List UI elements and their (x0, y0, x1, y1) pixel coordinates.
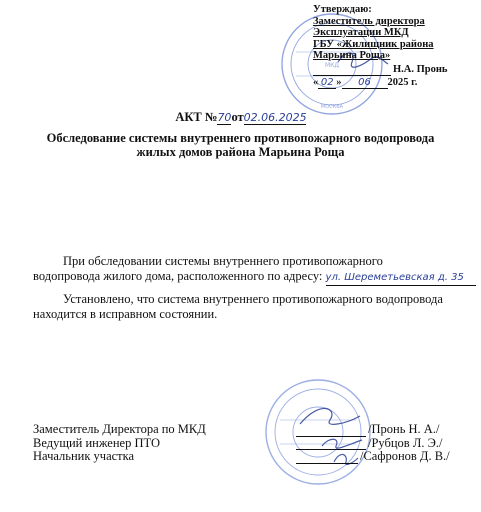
act-subject-line-2: жилых домов района Марьина Роща (136, 145, 345, 159)
approval-date (313, 77, 417, 89)
inspection-paragraph (33, 254, 473, 286)
signer-role-1: Заместитель Директора по МКД (33, 422, 206, 436)
act-title (0, 110, 481, 125)
approval-heading: Утверждаю: (313, 4, 372, 15)
approval-position-3: ГБУ «Жилищник района (313, 38, 434, 50)
approval-sign-line (313, 75, 391, 76)
svg-text:МОСКВА: МОСКВА (320, 104, 344, 110)
date-day: 02 (318, 77, 336, 89)
date-year: 2025 г. (387, 77, 418, 88)
inspection-paragraph-text: водопровода жилого дома, расположенного по адресу: (33, 268, 323, 283)
signer-names (360, 423, 450, 464)
approval-signer-name: Н.А. Пронь (393, 64, 448, 75)
approval-sign-row (313, 64, 473, 76)
approval-block (313, 4, 473, 62)
bottom-stamp (266, 380, 370, 484)
signature-2 (322, 439, 362, 448)
signer-roles (33, 423, 206, 464)
approval-position-2: Эксплуатации МКД (313, 27, 409, 38)
signature-1 (300, 408, 360, 424)
act-subject (0, 131, 481, 159)
signature-line-3 (296, 463, 358, 464)
signer-name-3: /Сафронов Д. В./ (360, 449, 450, 463)
signer-role-3: Начальник участка (33, 449, 135, 463)
signature-line-1 (296, 436, 366, 437)
approval-position-1: Заместитель директора (313, 15, 425, 27)
inspection-paragraph-line-1: При обследовании системы внутреннего противопожарного (63, 254, 383, 268)
conclusion-paragraph-line-2: находится в исправном состоянии. (33, 306, 218, 321)
date-close-quote: » (336, 77, 342, 88)
inspection-paragraph-line-2 (33, 269, 473, 287)
act-from-word: от (231, 110, 244, 124)
signer-name-1: /Пронь Н. А./ (368, 422, 440, 436)
conclusion-paragraph-line-1: Установлено, что система внутреннего противопожарного водопровода (63, 292, 443, 306)
act-subject-line-1: Обследование системы внутреннего противопожарного водопровода (46, 131, 435, 145)
signer-role-2: Ведущий инженер ПТО (33, 435, 160, 450)
act-date: 02.06.2025 (243, 111, 307, 124)
svg-text:МКД: МКД (324, 62, 340, 69)
act-number: 70 (217, 111, 232, 124)
address-handwritten: ул. Шереметьевская д. 35 (326, 271, 476, 287)
signer-name-2: /Рубцов Л. Э./ (368, 435, 443, 450)
signature-line-2 (296, 449, 366, 450)
date-month: 06 (342, 77, 388, 89)
act-title-prefix: АКТ № (175, 110, 218, 124)
date-open-quote: « (313, 77, 319, 88)
approval-position-4: Марьина Роща» (313, 50, 391, 61)
conclusion-paragraph (33, 292, 473, 321)
